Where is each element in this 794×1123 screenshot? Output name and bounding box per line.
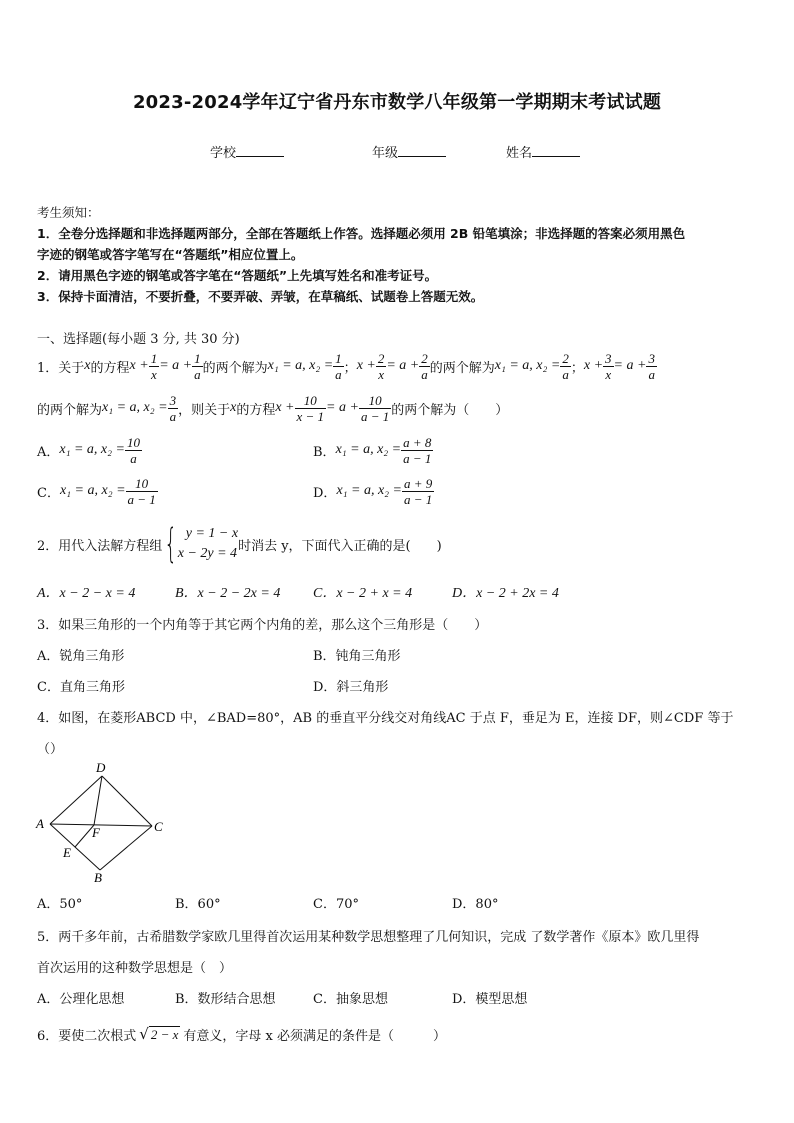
label-e: E — [63, 845, 71, 860]
notice-item-3: 3．保持卡面清洁，不要折叠，不要弄破、弄皱，在草稿纸、试题卷上答题无效。 — [37, 289, 484, 304]
brace: { — [164, 521, 178, 567]
name-field — [506, 142, 580, 161]
frac: $\frac{1}{x}$ — [150, 350, 158, 382]
label-d: D — [96, 760, 106, 775]
q4-option-c: C．70° — [313, 897, 359, 912]
radical: √ 2 − x — [139, 1025, 179, 1043]
q3-option-b: B．钝角三角形 — [313, 649, 401, 664]
q4-option-a: A．50° — [37, 897, 83, 912]
q5-option-d: D．模型思想 — [452, 992, 528, 1007]
q5-option-b: B．数形结合思想 — [175, 992, 276, 1007]
frac: $\frac{10}{x - 1}$ — [296, 392, 325, 424]
q2-option-c: C．x − 2 + x = 4 — [313, 586, 413, 601]
q5-option-a: A．公理化思想 — [37, 992, 125, 1007]
q1-line1: 1．关于 x 的方程 x + $\frac{1}{x}$ = a + $\frac{1}{a}$ 的两个解为 x₁ = a, x₂ = $\frac{1}{a}$ ； x + $\frac{2}{x}$ = a + $\frac{2}{a}$ 的两个解为 x₁ = a, x₂ = $\frac{2}{a}$ ； x + $\frac{3}{x}$ = a + $\frac{3}{a}$ — [37, 350, 655, 382]
name-blank — [532, 144, 580, 157]
grade-blank — [398, 144, 446, 157]
grade-field — [372, 142, 446, 161]
radical-sign-icon: √ — [139, 1025, 149, 1043]
label-f: F — [92, 825, 100, 840]
school-blank — [236, 144, 284, 157]
q2-stem: 2．用代入法解方程组 { y = 1 − x x − 2y = 4 时消去 y，下面代入正确的是( ) — [37, 521, 442, 567]
q3-option-c: C．直角三角形 — [37, 680, 125, 695]
q2-option-d: D．x − 2 + 2x = 4 — [452, 586, 559, 601]
frac: $\frac{3}{a}$ — [169, 392, 177, 424]
var-x: x — [84, 358, 91, 373]
q2-option-b: B．x − 2 − 2x = 4 — [175, 586, 281, 601]
q1-option-b: B． x₁ = a, x₂ = $\frac{a + 8}{a - 1}$ — [313, 434, 432, 466]
frac: $\frac{1}{a}$ — [194, 350, 201, 382]
q3-option-a: A．锐角三角形 — [37, 649, 125, 664]
q6-stem: 6．要使二次根式 √ 2 − x 有意义，字母 x 必须满足的条件是（ ） — [37, 1025, 446, 1044]
q4-stem-cont: （） — [37, 742, 64, 757]
notice-item-1-cont: 字迹的钢笔或答字笔写在“答题纸”相应位置上。 — [37, 247, 304, 262]
q2-option-a: A．x − 2 − x = 4 — [37, 586, 136, 601]
segment-df — [94, 776, 102, 825]
q1-option-d: D． x₁ = a, x₂ = $\frac{a + 9}{a - 1}$ — [313, 475, 433, 507]
label-c: C — [154, 819, 163, 834]
label-a: A — [36, 816, 44, 831]
q5-option-c: C．抽象思想 — [313, 992, 388, 1007]
frac: $\frac{1}{a}$ — [335, 350, 342, 382]
diagonal-ac — [50, 824, 152, 826]
edge-dc — [102, 776, 152, 826]
q5-stem: 5．两千多年前，古希腊数学家欧几里得首次运用某种数学思想整理了几何知识，完成 了数学著作《原本》欧几里得 — [37, 930, 700, 945]
frac: $\frac{2}{a}$ — [562, 350, 569, 382]
q1-line2: 的两个解为 x₁ = a, x₂ = $\frac{3}{a}$ ，则关于 x 的方程 x + $\frac{10}{x - 1}$ = a + $\frac{10}{a - 1}$ 的两个解为（ ） — [37, 392, 509, 424]
label-b: B — [94, 870, 102, 885]
q4-option-b: B．60° — [175, 897, 221, 912]
q3-option-d: D．斜三角形 — [313, 680, 389, 695]
page-title: 2023-2024学年辽宁省丹东市数学八年级第一学期期末考试试题 — [132, 92, 662, 113]
frac: $\frac{2}{a}$ — [421, 350, 428, 382]
q4-option-d: D．80° — [452, 897, 499, 912]
equation-system: y = 1 − x x − 2y = 4 — [177, 526, 239, 561]
notice-heading: 考生须知： — [37, 205, 100, 220]
q5-stem-cont: 首次运用的这种数学思想是（ ） — [37, 961, 233, 976]
school-field — [210, 142, 284, 161]
grade-label: 年级 — [372, 146, 399, 161]
name-label: 姓名 — [506, 146, 533, 161]
notice-item-2: 2．请用黑色字迹的钢笔或答字笔在“答题纸”上先填写姓名和准考证号。 — [37, 268, 438, 283]
q1-option-c: C． x₁ = a, x₂ = $\frac{10}{a - 1}$ — [37, 475, 156, 507]
frac: $\frac{2}{x}$ — [377, 350, 385, 382]
edge-ad — [50, 776, 102, 824]
frac: $\frac{10}{a - 1}$ — [360, 392, 390, 424]
q3-stem: 3．如果三角形的一个内角等于其它两个内角的差，那么这个三角形是（ ） — [37, 618, 488, 633]
school-label: 学校 — [210, 146, 237, 161]
rhombus-figure — [30, 760, 180, 890]
q4-stem: 4．如图，在菱形ABCD 中，∠BAD=80°，AB 的垂直平分线交对角线AC 于点 F，垂足为 E，连接 DF，则∠CDF 等于 — [37, 711, 734, 726]
frac: $\frac{3}{x}$ — [605, 350, 612, 382]
q1-option-a: A． x₁ = a, x₂ = $\frac{10}{a}$ — [37, 434, 140, 466]
notice-item-1: 1．全卷分选择题和非选择题两部分，全部在答题纸上作答。选择题必须用 2B 铅笔填涂；非选择题的答案必须用黑色 — [37, 226, 686, 241]
edge-cb — [100, 826, 152, 870]
frac: $\frac{3}{a}$ — [648, 350, 655, 382]
section-heading: 一、选择题(每小题 3 分, 共 30 分) — [37, 332, 240, 347]
